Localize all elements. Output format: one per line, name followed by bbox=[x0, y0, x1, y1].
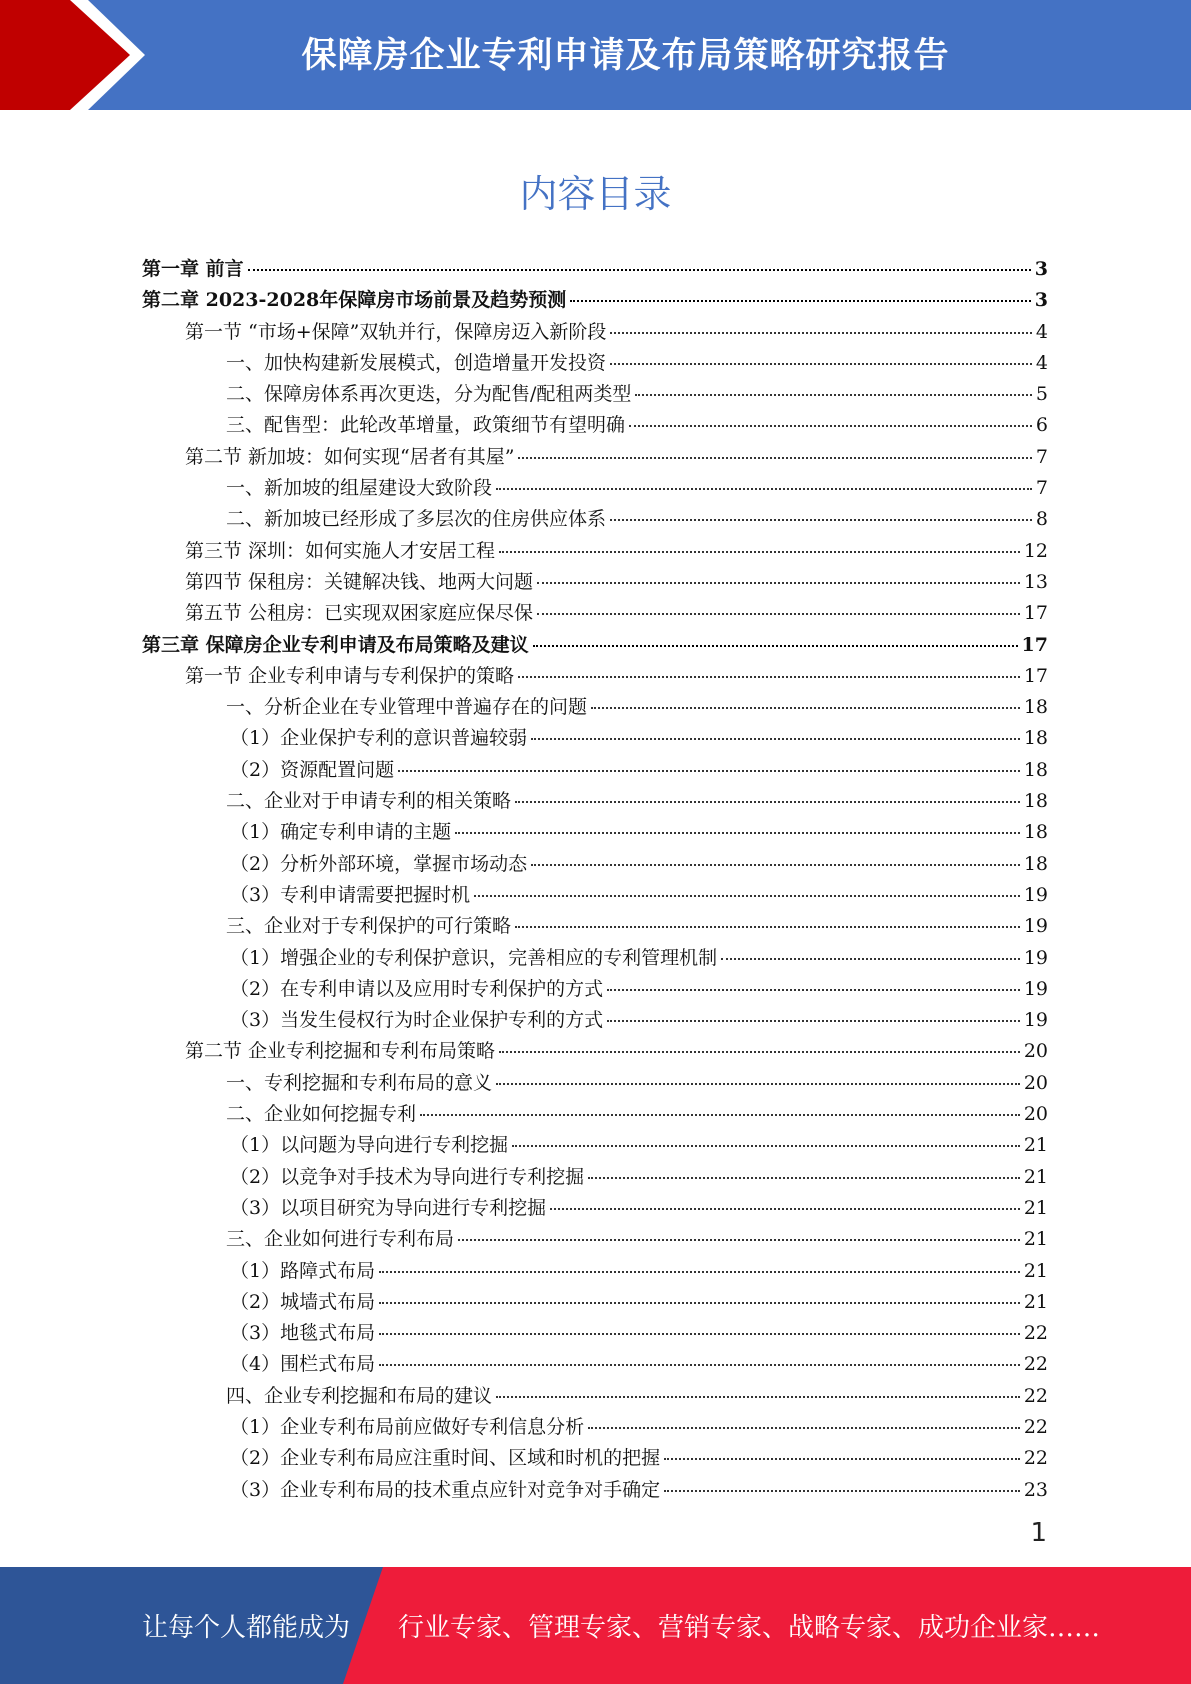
toc-entry[interactable] bbox=[142, 755, 1048, 786]
toc-entry-text: 第五节 公租房：已实现双困家庭应保尽保 bbox=[185, 602, 534, 625]
toc-entry[interactable] bbox=[142, 880, 1048, 911]
toc-entry-text: 第一章 前言 bbox=[142, 258, 244, 280]
toc-entry-page: 18 bbox=[1023, 696, 1048, 719]
footer-slogan-right: 行业专家、管理专家、营销专家、战略专家、成功企业家…… bbox=[398, 1613, 1101, 1643]
toc-entry[interactable] bbox=[142, 630, 1048, 661]
toc-entry[interactable] bbox=[142, 348, 1048, 379]
toc-entry[interactable] bbox=[142, 254, 1048, 285]
toc-entry[interactable] bbox=[142, 1475, 1048, 1506]
footer-bar bbox=[0, 1567, 1191, 1684]
toc-entry-text: 一、加快构建新发展模式，创造增量开发投资 bbox=[226, 351, 607, 374]
toc-entry-text: 一、新加坡的组屋建设大致阶段 bbox=[226, 477, 493, 500]
footer-slogan-left: 让每个人都能成为 bbox=[142, 1613, 351, 1643]
dot-leader bbox=[496, 1083, 1020, 1085]
toc-entry[interactable] bbox=[142, 723, 1048, 754]
toc-entry[interactable] bbox=[142, 1068, 1048, 1099]
toc-entry-text: （3）地毯式布局 bbox=[230, 1322, 376, 1345]
toc-entry-page: 21 bbox=[1023, 1196, 1048, 1219]
toc-entry-text: （3）当发生侵权行为时企业保护专利的方式 bbox=[230, 1009, 604, 1032]
toc-entry-page: 22 bbox=[1023, 1322, 1048, 1345]
toc-entry[interactable] bbox=[142, 379, 1048, 410]
toc-entry-page: 20 bbox=[1023, 1071, 1048, 1094]
toc-entry[interactable] bbox=[142, 410, 1048, 441]
dot-leader bbox=[607, 1020, 1020, 1022]
toc-entry-page: 4 bbox=[1035, 320, 1048, 343]
toc-entry-page: 18 bbox=[1023, 727, 1048, 750]
dot-leader bbox=[379, 1271, 1020, 1273]
dot-leader bbox=[531, 864, 1020, 866]
dot-leader bbox=[455, 832, 1020, 834]
dot-leader bbox=[379, 1364, 1020, 1366]
toc-entry-page: 4 bbox=[1035, 351, 1048, 374]
dot-leader bbox=[610, 519, 1032, 521]
toc-entry-text: 第二节 新加坡：如何实现“居者有其屋” bbox=[185, 445, 515, 468]
dot-leader bbox=[664, 1490, 1020, 1492]
toc-entry-text: 三、企业对于专利保护的可行策略 bbox=[226, 915, 512, 938]
toc-entry-text: 第三章 保障房企业专利申请及布局策略及建议 bbox=[142, 633, 529, 656]
toc-entry[interactable] bbox=[142, 1193, 1048, 1224]
dot-leader bbox=[570, 300, 1031, 302]
toc-entry[interactable] bbox=[142, 1412, 1048, 1443]
dot-leader bbox=[531, 738, 1020, 740]
toc-entry[interactable] bbox=[142, 1162, 1048, 1193]
toc-entry[interactable] bbox=[142, 974, 1048, 1005]
toc-entry-page: 12 bbox=[1023, 539, 1048, 562]
dot-leader bbox=[515, 926, 1020, 928]
toc-entry[interactable] bbox=[142, 692, 1048, 723]
dot-leader bbox=[496, 488, 1032, 490]
toc-entry[interactable] bbox=[142, 1036, 1048, 1067]
toc-entry-text: 一、分析企业在专业管理中普遍存在的问题 bbox=[226, 696, 588, 719]
toc-entry-text: 第一节 “市场+保障”双轨并行，保障房迈入新阶段 bbox=[185, 320, 607, 343]
toc-entry-page: 21 bbox=[1023, 1259, 1048, 1282]
toc-entry-page: 18 bbox=[1023, 790, 1048, 813]
toc-entry-page: 3 bbox=[1034, 258, 1048, 280]
dot-leader bbox=[721, 958, 1020, 960]
toc-entry[interactable] bbox=[142, 285, 1048, 316]
toc-entry-text: 二、保障房体系再次更迭，分为配售/配租两类型 bbox=[226, 383, 632, 406]
dot-leader bbox=[512, 1145, 1020, 1147]
dot-leader bbox=[398, 770, 1020, 772]
dot-leader bbox=[496, 1396, 1020, 1398]
toc-entry[interactable] bbox=[142, 1005, 1048, 1036]
toc-entry-page: 22 bbox=[1023, 1415, 1048, 1438]
dot-leader bbox=[664, 1458, 1020, 1460]
toc-entry-page: 6 bbox=[1035, 414, 1048, 437]
dot-leader bbox=[610, 363, 1032, 365]
toc-entry-text: （1）路障式布局 bbox=[230, 1259, 376, 1282]
toc-entry-text: 二、企业如何挖掘专利 bbox=[226, 1103, 417, 1126]
dot-leader bbox=[537, 613, 1020, 615]
toc-entry-text: （2）分析外部环境，掌握市场动态 bbox=[230, 852, 528, 875]
toc-entry-page: 21 bbox=[1023, 1228, 1048, 1251]
toc-entry-text: （2）在专利申请以及应用时专利保护的方式 bbox=[230, 977, 604, 1000]
dot-leader bbox=[518, 457, 1031, 459]
toc-entry-text: 四、企业专利挖掘和布局的建议 bbox=[226, 1384, 493, 1407]
toc-entry-page: 23 bbox=[1023, 1478, 1048, 1501]
toc-entry-text: （3）以项目研究为导向进行专利挖掘 bbox=[230, 1196, 547, 1219]
toc-entry[interactable] bbox=[142, 1256, 1048, 1287]
toc-entry-text: （3）专利申请需要把握时机 bbox=[230, 883, 471, 906]
toc-entry[interactable] bbox=[142, 536, 1048, 567]
toc-entry-text: （2）以竞争对手技术为导向进行专利挖掘 bbox=[230, 1165, 585, 1188]
toc-entry-page: 3 bbox=[1034, 289, 1048, 312]
dot-leader bbox=[420, 1114, 1020, 1116]
toc-entry-text: 第三节 深圳：如何实施人才安居工程 bbox=[185, 539, 496, 562]
toc-entry[interactable] bbox=[142, 504, 1048, 535]
toc-entry-page: 19 bbox=[1023, 977, 1048, 1000]
toc-entry-text: （1）企业保护专利的意识普遍较弱 bbox=[230, 727, 528, 750]
page-number: 1 bbox=[1030, 1518, 1047, 1548]
header-bar bbox=[0, 0, 1191, 110]
toc-entry-text: （1）增强企业的专利保护意识，完善相应的专利管理机制 bbox=[230, 946, 718, 969]
dot-leader bbox=[379, 1302, 1020, 1304]
dot-leader bbox=[499, 551, 1020, 553]
toc-entry-page: 18 bbox=[1023, 852, 1048, 875]
toc-entry[interactable] bbox=[142, 1287, 1048, 1318]
dot-leader bbox=[591, 707, 1020, 709]
toc-entry[interactable] bbox=[142, 786, 1048, 817]
toc-entry-page: 13 bbox=[1023, 570, 1048, 593]
toc-entry-text: 二、新加坡已经形成了多层次的住房供应体系 bbox=[226, 508, 607, 531]
toc-entry-text: （2）企业专利布局应注重时间、区域和时机的把握 bbox=[230, 1447, 661, 1470]
toc-entry[interactable] bbox=[142, 442, 1048, 473]
toc-entry-text: 第一节 企业专利申请与专利保护的策略 bbox=[185, 664, 515, 687]
dot-leader bbox=[474, 895, 1020, 897]
toc-entry[interactable] bbox=[142, 1318, 1048, 1349]
toc-entry[interactable] bbox=[142, 1130, 1048, 1161]
toc-entry[interactable] bbox=[142, 1099, 1048, 1130]
toc-entry-page: 17 bbox=[1023, 664, 1048, 687]
toc-entry-page: 19 bbox=[1023, 883, 1048, 906]
toc-entry[interactable] bbox=[142, 1443, 1048, 1474]
toc-entry-text: （1）以问题为导向进行专利挖掘 bbox=[230, 1134, 509, 1157]
toc-entry-page: 21 bbox=[1023, 1134, 1048, 1157]
dot-leader bbox=[588, 1177, 1020, 1179]
toc-entry-page: 20 bbox=[1023, 1103, 1048, 1126]
table-of-contents bbox=[142, 254, 1048, 1506]
dot-leader bbox=[635, 394, 1032, 396]
toc-entry-page: 5 bbox=[1035, 383, 1048, 406]
toc-entry-page: 19 bbox=[1023, 946, 1048, 969]
toc-entry-page: 8 bbox=[1035, 508, 1048, 531]
toc-entry[interactable] bbox=[142, 1349, 1048, 1380]
toc-entry-text: 二、企业对于申请专利的相关策略 bbox=[226, 790, 512, 813]
toc-entry-page: 17 bbox=[1021, 633, 1048, 656]
toc-entry[interactable] bbox=[142, 473, 1048, 504]
toc-entry-page: 21 bbox=[1023, 1165, 1048, 1188]
dot-leader bbox=[379, 1333, 1020, 1335]
toc-entry-text: （1）企业专利布局前应做好专利信息分析 bbox=[230, 1415, 585, 1438]
toc-entry[interactable] bbox=[142, 911, 1048, 942]
dot-leader bbox=[607, 989, 1020, 991]
toc-entry-page: 17 bbox=[1023, 602, 1048, 625]
toc-entry-page: 22 bbox=[1023, 1353, 1048, 1376]
toc-entry[interactable] bbox=[142, 567, 1048, 598]
toc-entry-text: （2）城墙式布局 bbox=[230, 1290, 376, 1313]
toc-entry[interactable] bbox=[142, 943, 1048, 974]
toc-entry-page: 18 bbox=[1023, 758, 1048, 781]
toc-entry-page: 22 bbox=[1023, 1384, 1048, 1407]
toc-entry-text: 三、配售型：此轮改革增量，政策细节有望明确 bbox=[226, 414, 626, 437]
toc-entry-page: 20 bbox=[1023, 1040, 1048, 1063]
toc-title: 内容目录 bbox=[519, 172, 672, 216]
toc-entry[interactable] bbox=[142, 598, 1048, 629]
dot-leader bbox=[588, 1427, 1020, 1429]
dot-leader bbox=[515, 801, 1020, 803]
toc-entry-text: （1）确定专利申请的主题 bbox=[230, 821, 452, 844]
dot-leader bbox=[629, 425, 1032, 427]
toc-entry[interactable] bbox=[142, 661, 1048, 692]
toc-entry[interactable] bbox=[142, 1381, 1048, 1412]
toc-entry[interactable] bbox=[142, 849, 1048, 880]
toc-entry-page: 21 bbox=[1023, 1290, 1048, 1313]
toc-entry-page: 7 bbox=[1035, 445, 1048, 468]
toc-entry-page: 18 bbox=[1023, 821, 1048, 844]
toc-entry-page: 7 bbox=[1035, 477, 1048, 500]
toc-entry-text: （2）资源配置问题 bbox=[230, 758, 395, 781]
dot-leader bbox=[533, 645, 1018, 647]
dot-leader bbox=[458, 1239, 1020, 1241]
toc-entry-text: 第四节 保租房：关键解决钱、地两大问题 bbox=[185, 570, 534, 593]
toc-entry-page: 19 bbox=[1023, 1009, 1048, 1032]
dot-leader bbox=[248, 269, 1031, 271]
toc-entry-text: 第二节 企业专利挖掘和专利布局策略 bbox=[185, 1040, 496, 1063]
report-title: 保障房企业专利申请及布局策略研究报告 bbox=[301, 36, 950, 76]
toc-entry[interactable] bbox=[142, 1224, 1048, 1255]
toc-entry[interactable] bbox=[142, 317, 1048, 348]
toc-entry[interactable] bbox=[142, 817, 1048, 848]
toc-entry-text: （3）企业专利布局的技术重点应针对竞争对手确定 bbox=[230, 1478, 661, 1501]
toc-entry-text: 第二章 2023-2028年保障房市场前景及趋势预测 bbox=[142, 289, 567, 312]
toc-entry-text: （4）围栏式布局 bbox=[230, 1353, 376, 1376]
dot-leader bbox=[499, 1051, 1020, 1053]
toc-entry-page: 22 bbox=[1023, 1447, 1048, 1470]
toc-entry-text: 一、专利挖掘和专利布局的意义 bbox=[226, 1071, 493, 1094]
dot-leader bbox=[610, 332, 1032, 334]
toc-entry-page: 19 bbox=[1023, 915, 1048, 938]
toc-entry-text: 三、企业如何进行专利布局 bbox=[226, 1228, 455, 1251]
dot-leader bbox=[518, 676, 1020, 678]
dot-leader bbox=[537, 582, 1020, 584]
dot-leader bbox=[550, 1208, 1020, 1210]
